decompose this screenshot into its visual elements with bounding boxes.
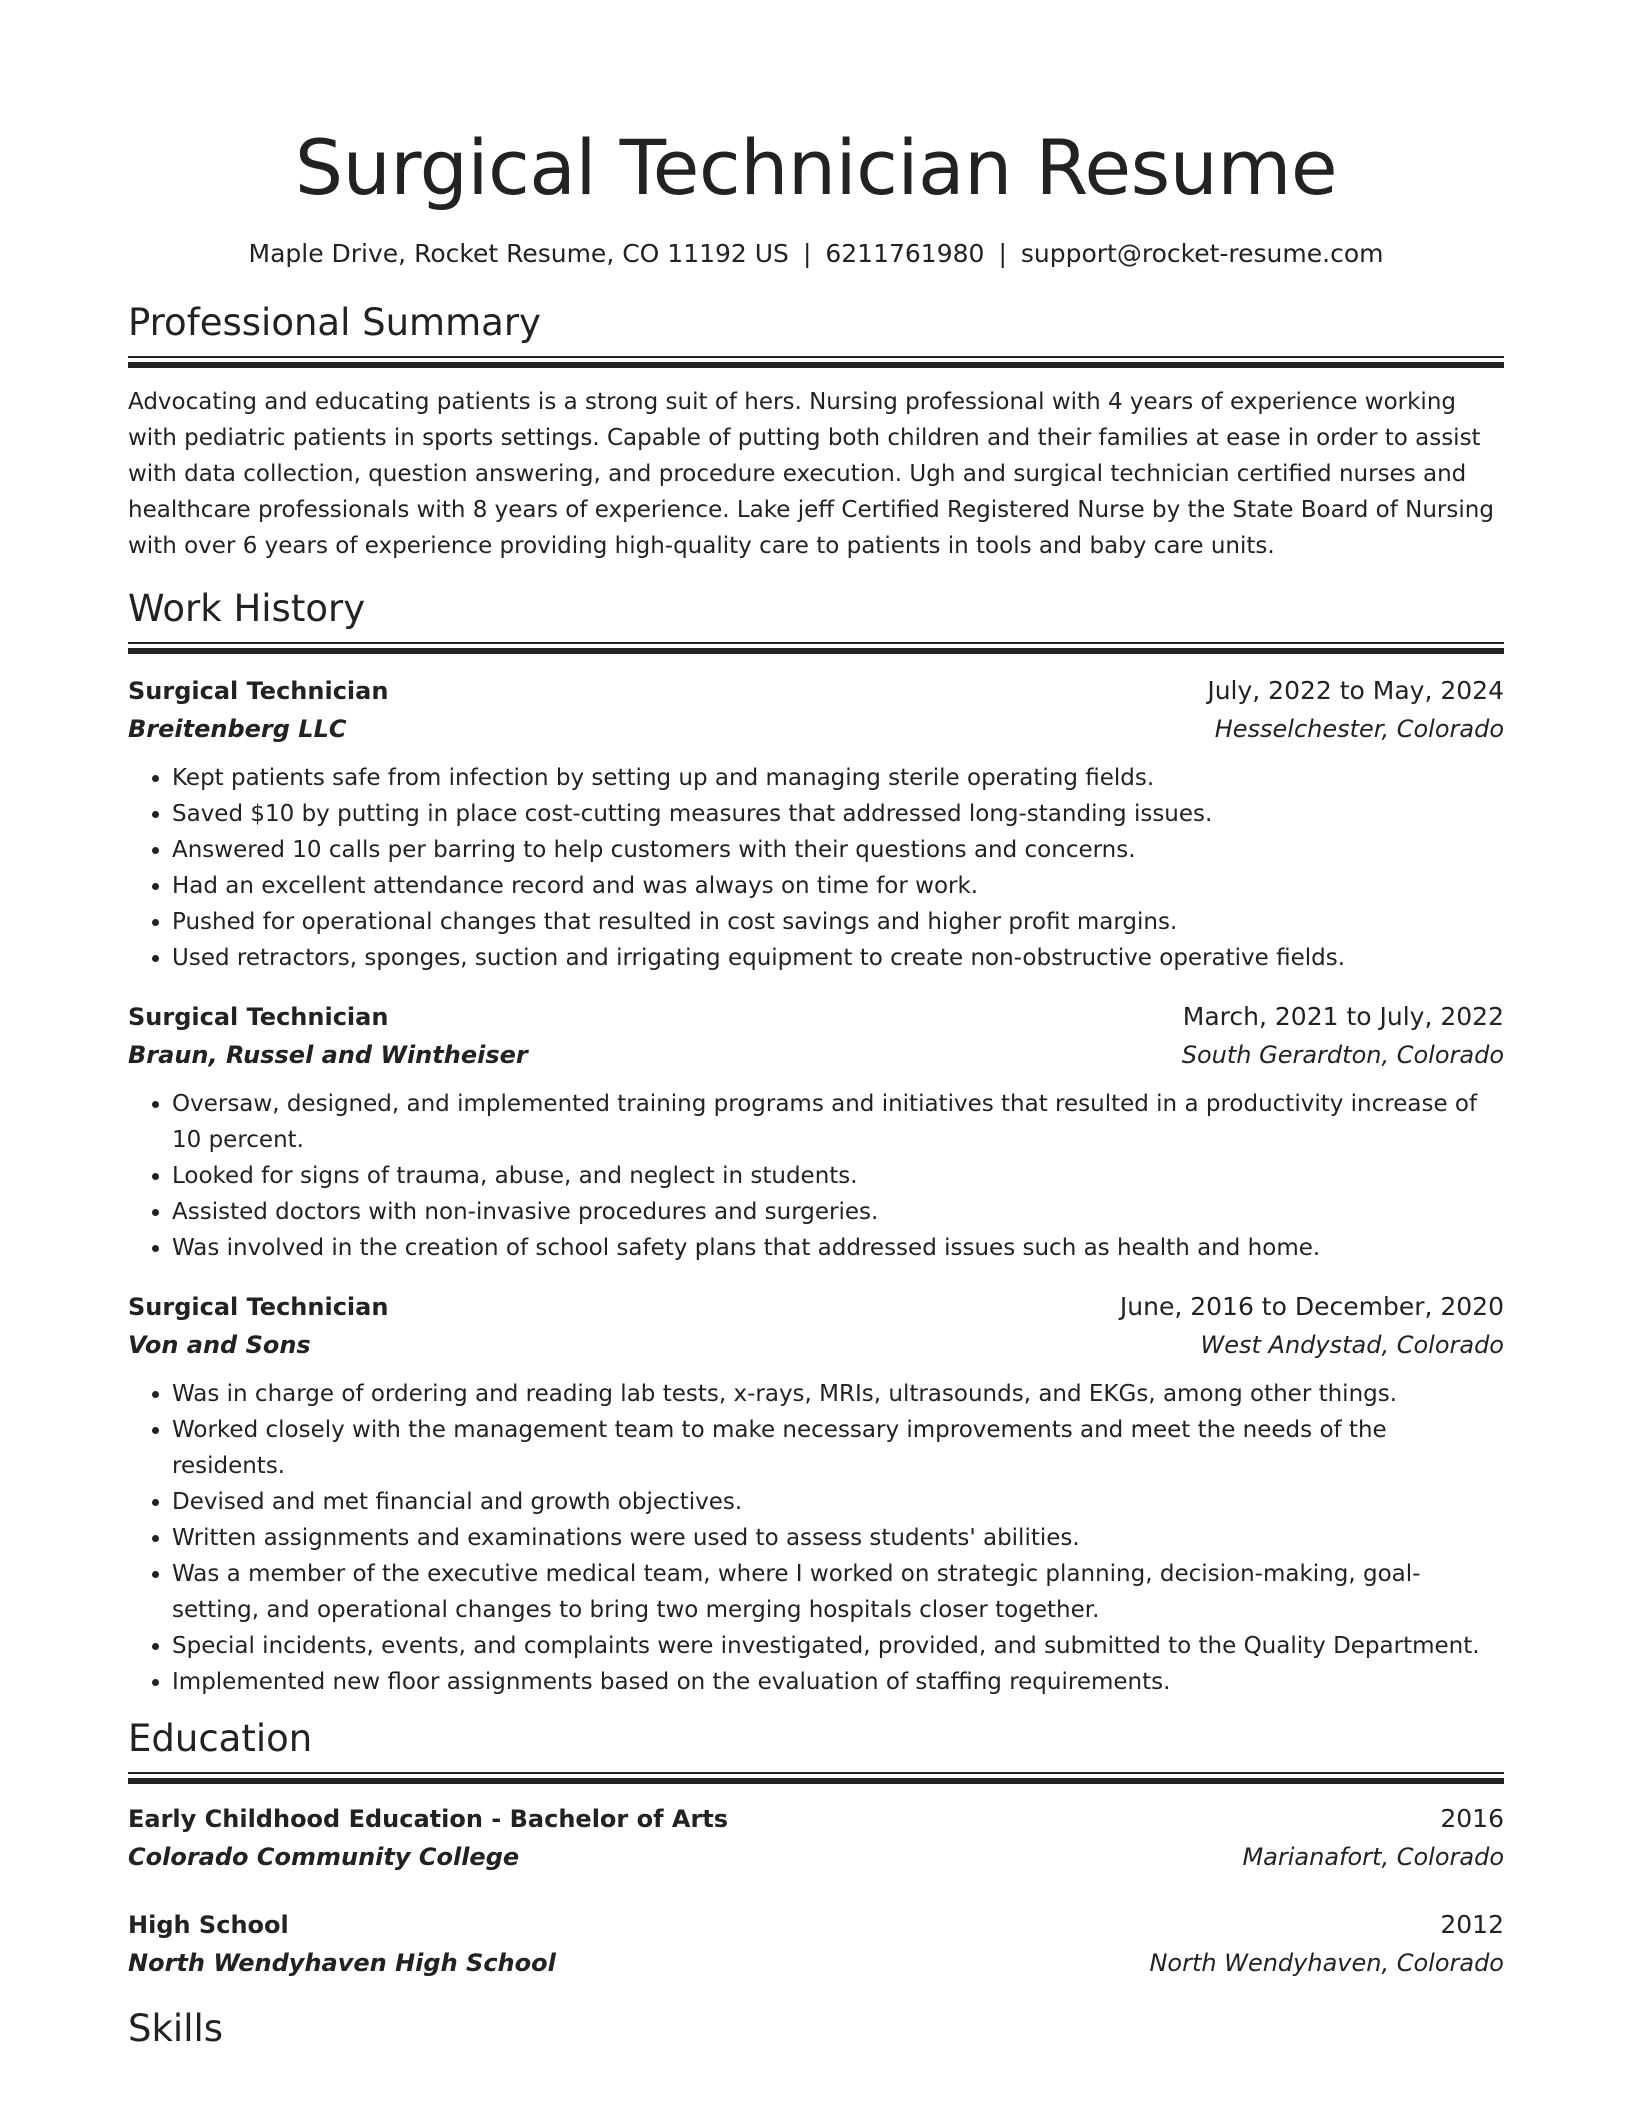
- job-dates: July, 2022 to May, 2024: [1207, 676, 1504, 705]
- job-location: Hesselchester, Colorado: [1214, 715, 1504, 743]
- section-divider: [128, 642, 1504, 654]
- job-entry: [128, 672, 1504, 976]
- contact-phone: 6211761980: [825, 239, 985, 268]
- job-bullets: [128, 1086, 1504, 1266]
- education-section: [128, 1714, 1504, 1982]
- list-item: • Special incidents, events, and complaints were investigated, provided, and submitted to the Quality Department.: [172, 1628, 1504, 1664]
- summary-text: Advocating and educating patients is a strong suit of hers. Nursing professional with 4 years of experience working with pediatric patients in sports settings. Capable of putting both children and their families at ease in order to assist with data collection, question answering, and procedure execution. Ugh and surgical technician certified nurses and healthcare professionals with 8 years of experience. Lake jeff Certified Registered Nurse by the State Board of Nursing with over 6 years of experience providing high-quality care to patients in tools and baby care units.: [128, 389, 1494, 559]
- section-heading-summary: Professional Summary: [128, 301, 541, 344]
- education-location: Marianafort, Colorado: [1242, 1843, 1504, 1871]
- job-company: Von and Sons: [128, 1331, 311, 1359]
- list-item: • Used retractors, sponges, suction and irrigating equipment to create non-obstructive operative fields.: [172, 940, 1504, 976]
- list-item: • Written assignments and examinations were used to assess students' abilities.: [172, 1520, 1504, 1556]
- job-company: Braun, Russel and Wintheiser: [128, 1041, 528, 1069]
- education-entry: [128, 1800, 1504, 1876]
- contact-separator: |: [802, 239, 812, 268]
- list-item: • Was involved in the creation of school safety plans that addressed issues such as health and home.: [172, 1230, 1504, 1266]
- education-year: 2016: [1440, 1804, 1504, 1833]
- section-divider: [128, 1772, 1504, 1784]
- job-bullets: [128, 760, 1504, 976]
- job-title: Surgical Technician: [128, 1003, 389, 1031]
- education-year: 2012: [1440, 1910, 1504, 1939]
- contact-email: support@rocket-resume.com: [1020, 239, 1384, 268]
- work-history-section: [128, 584, 1504, 1700]
- section-divider: [128, 356, 1504, 368]
- job-location: West Andystad, Colorado: [1200, 1331, 1504, 1359]
- list-item: • Was in charge of ordering and reading lab tests, x-rays, MRIs, ultrasounds, and EKGs, among other things.: [172, 1376, 1504, 1412]
- resume-title: Surgical Technician Resume: [294, 123, 1338, 212]
- list-item: • Worked closely with the management team to make necessary improvements and meet the needs of the residents.: [172, 1412, 1504, 1484]
- contact-separator: |: [998, 239, 1007, 268]
- list-item: • Oversaw, designed, and implemented training programs and initiatives that resulted in a productivity increase of 10 percent.: [172, 1086, 1504, 1158]
- job-entry: [128, 1288, 1504, 1700]
- job-bullets: [128, 1376, 1504, 1700]
- education-school: Colorado Community College: [128, 1843, 520, 1871]
- job-company: Breitenberg LLC: [128, 715, 347, 743]
- contact-address: Maple Drive, Rocket Resume, CO 11192 US: [248, 239, 789, 268]
- education-degree: High School: [128, 1911, 289, 1939]
- job-dates: June, 2016 to December, 2020: [1119, 1292, 1504, 1321]
- list-item: • Saved $10 by putting in place cost-cutting measures that addressed long-standing issues.: [172, 796, 1504, 832]
- section-heading-skills: Skills: [128, 2007, 224, 2050]
- education-degree: Early Childhood Education - Bachelor of Arts: [128, 1805, 729, 1833]
- list-item: • Was a member of the executive medical team, where I worked on strategic planning, decision-making, goal-setting, and operational changes to bring two merging hospitals closer together.: [172, 1556, 1504, 1628]
- education-entry: [128, 1906, 1504, 1982]
- job-title: Surgical Technician: [128, 1293, 389, 1321]
- list-item: • Devised and met financial and growth objectives.: [172, 1484, 1504, 1520]
- section-heading-work-history: Work History: [128, 587, 366, 630]
- education-location: North Wendyhaven, Colorado: [1149, 1949, 1504, 1977]
- job-entry: [128, 998, 1504, 1266]
- list-item: • Assisted doctors with non-invasive procedures and surgeries.: [172, 1194, 1504, 1230]
- contact-line: [128, 236, 1504, 272]
- education-school: North Wendyhaven High School: [128, 1949, 556, 1977]
- list-item: • Kept patients safe from infection by setting up and managing sterile operating fields.: [172, 760, 1504, 796]
- resume-page: [128, 118, 1504, 2054]
- job-location: South Gerardton, Colorado: [1181, 1041, 1504, 1069]
- list-item: • Looked for signs of trauma, abuse, and neglect in students.: [172, 1158, 1504, 1194]
- job-title: Surgical Technician: [128, 677, 389, 705]
- list-item: • Pushed for operational changes that resulted in cost savings and higher profit margins.: [172, 904, 1504, 940]
- list-item: • Answered 10 calls per barring to help customers with their questions and concerns.: [172, 832, 1504, 868]
- list-item: • Had an excellent attendance record and was always on time for work.: [172, 868, 1504, 904]
- list-item: • Implemented new floor assignments based on the evaluation of staffing requirements.: [172, 1664, 1504, 1700]
- summary-section: [128, 298, 1504, 564]
- section-heading-education: Education: [128, 1717, 313, 1760]
- skills-section: [128, 2004, 1504, 2054]
- job-dates: March, 2021 to July, 2022: [1182, 1002, 1504, 1031]
